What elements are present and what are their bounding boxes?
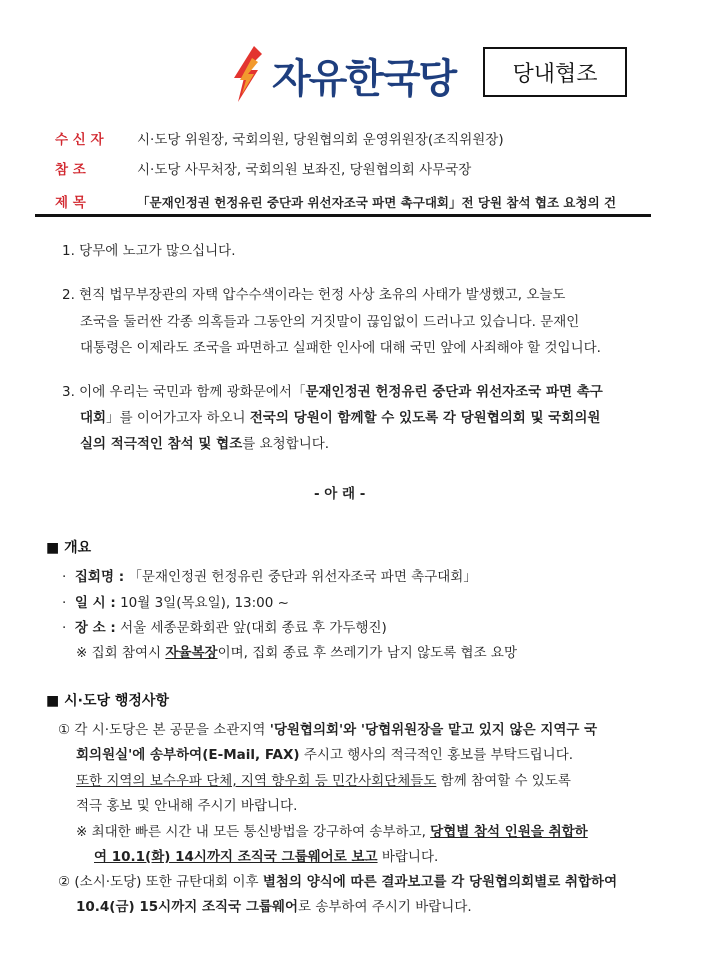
date-label: 일 시 : [74, 595, 116, 611]
admin-note-line-2 [94, 845, 438, 865]
below-heading: - 아 래 - [314, 486, 366, 502]
i1-text-d: 주시고 행사의 적극적인 홍보를 부탁드립니다. [299, 747, 574, 763]
overview-place-row: · 장 소 : 서울 세종문화회관 앞(대회 종료 후 가두행진) [62, 620, 387, 636]
p3-text-a: 3. 이에 우리는 국민과 함께 광화문에서「 [62, 384, 306, 400]
i1-text-f: 함께 참여할 수 있도록 [436, 773, 571, 789]
paragraph-2-line-3: 대통령은 이제라도 조국을 파면하고 실패한 인사에 대해 국민 앞에 사죄해야 할 것입니다. [80, 340, 601, 356]
paragraph-3-line-1 [62, 379, 603, 406]
subject-value: 「문재인정권 헌정유린 중단과 위선자조국 파면 촉구대회」전 당원 참석 협조 요청의 건 [137, 195, 617, 210]
recipient-value: 시·도당 위원장, 국회의원, 당원협의회 운영위원장(조직위원장) [137, 132, 504, 148]
p3-text-c: 대회 [80, 410, 107, 426]
note-c: 이며, 집회 종료 후 쓰레기가 남지 않도록 협조 요망 [217, 645, 518, 661]
paragraph-2-line-1: 2. 현직 법무부장관의 자택 압수수색이라는 헌정 사상 초유의 사태가 발생했고, 오늘도 [62, 287, 566, 303]
p3-text-e: 전국의 당원이 함께할 수 있도록 각 당원협의회 및 국회의원 [249, 410, 601, 426]
admin-item-1-line-3 [76, 769, 571, 789]
p3-text-f: 실의 적극적인 참석 및 협조 [80, 436, 243, 452]
place-label: 장 소 : [74, 620, 116, 636]
recipient-row [55, 128, 504, 148]
i2-text-b: 별첨의 양식에 따른 결과보고를 각 당원협의회별로 취합하여 [262, 874, 618, 890]
overview-name-row: · 집회명 : 「문재인정권 헌정유린 중단과 위선자조국 파면 촉구대회」 [62, 569, 477, 585]
p3-text-d: 」를 이어가고자 하오니 [106, 410, 250, 426]
overview-heading: ■ 개요 [46, 540, 92, 556]
paragraph-3-line-2 [80, 405, 600, 432]
admin-item-1-line-2 [76, 743, 573, 763]
n1-text-b: 당협별 참석 인원을 취합하 [430, 824, 588, 840]
overview-note [76, 641, 517, 661]
i2-text-c: 10.4(금) 15시까지 조직국 그룹웨어 [76, 899, 298, 915]
reference-row [55, 158, 471, 178]
note-b: 자율복장 [165, 645, 218, 661]
date-value: 10월 3일(목요일), 13:00 ~ [120, 595, 289, 611]
header-divider [35, 214, 651, 217]
subject-row [55, 191, 616, 211]
n1-text-d: 바랍니다. [377, 849, 439, 865]
n1-text-a: ※ 최대한 빠른 시간 내 모든 통신방법을 강구하여 송부하고, [76, 824, 431, 840]
paragraph-3-line-3 [80, 431, 329, 458]
place-value: 서울 세종문화회관 앞(대회 종료 후 가두행진) [120, 620, 387, 636]
i1-text-a: ① 각 시·도당은 본 공문을 소관지역 [58, 722, 270, 738]
logo-text: 자유한국당 [272, 55, 456, 102]
admin-item-2-line-1 [58, 870, 617, 890]
reference-value: 시·도당 사무처장, 국회의원 보좌진, 당원협의회 사무국장 [137, 162, 472, 178]
i2-text-a: ② (소시·도당) 또한 규탄대회 이후 [58, 874, 263, 890]
p3-text-g: 를 요청합니다. [242, 436, 330, 452]
overview-date-row: · 일 시 : 10월 3일(목요일), 13:00 ~ [62, 595, 289, 611]
recipient-label: 수 신 자 [55, 132, 104, 148]
subject-label: 제 목 [55, 195, 86, 211]
paragraph-1: 1. 당무에 노고가 많으십니다. [62, 243, 236, 259]
i1-text-b: '당원협의회'와 '당협위원장을 맡고 있지 않은 지역구 국 [269, 722, 598, 738]
n1-text-c: 여 10.1(화) 14시까지 조직국 그룹웨어로 보고 [94, 849, 378, 865]
admin-heading: ■ 시·도당 행정사항 [46, 693, 169, 709]
admin-item-1-line-4: 적극 홍보 및 안내해 주시기 바랍니다. [76, 798, 298, 814]
torch-icon [232, 44, 268, 106]
admin-item-2-line-2 [76, 895, 472, 915]
reference-label: 참 조 [55, 162, 86, 178]
stamp-box: 당내협조 [483, 47, 627, 97]
admin-item-1-line-1 [58, 718, 597, 738]
name-value: 「문재인정권 헌정유린 중단과 위선자조국 파면 촉구대회」 [128, 569, 477, 585]
party-logo [232, 44, 455, 106]
note-a: ※ 집회 참여시 [76, 645, 166, 661]
name-label: 집회명 : [74, 569, 125, 585]
p3-text-b: 문재인정권 헌정유린 중단과 위선자조국 파면 촉구 [305, 384, 603, 400]
admin-note-line-1 [76, 820, 588, 840]
i1-text-e: 또한 지역의 보수우파 단체, 지역 향우회 등 민간사회단체들도 [76, 773, 437, 789]
paragraph-2-line-2: 조국을 둘러싼 각종 의혹들과 그동안의 거짓말이 끊임없이 드러나고 있습니다. 문재인 [80, 314, 580, 330]
i1-text-c: 회의원실'에 송부하여(E-Mail, FAX) [76, 747, 300, 763]
i2-text-d: 로 송부하여 주시기 바랍니다. [298, 899, 472, 915]
